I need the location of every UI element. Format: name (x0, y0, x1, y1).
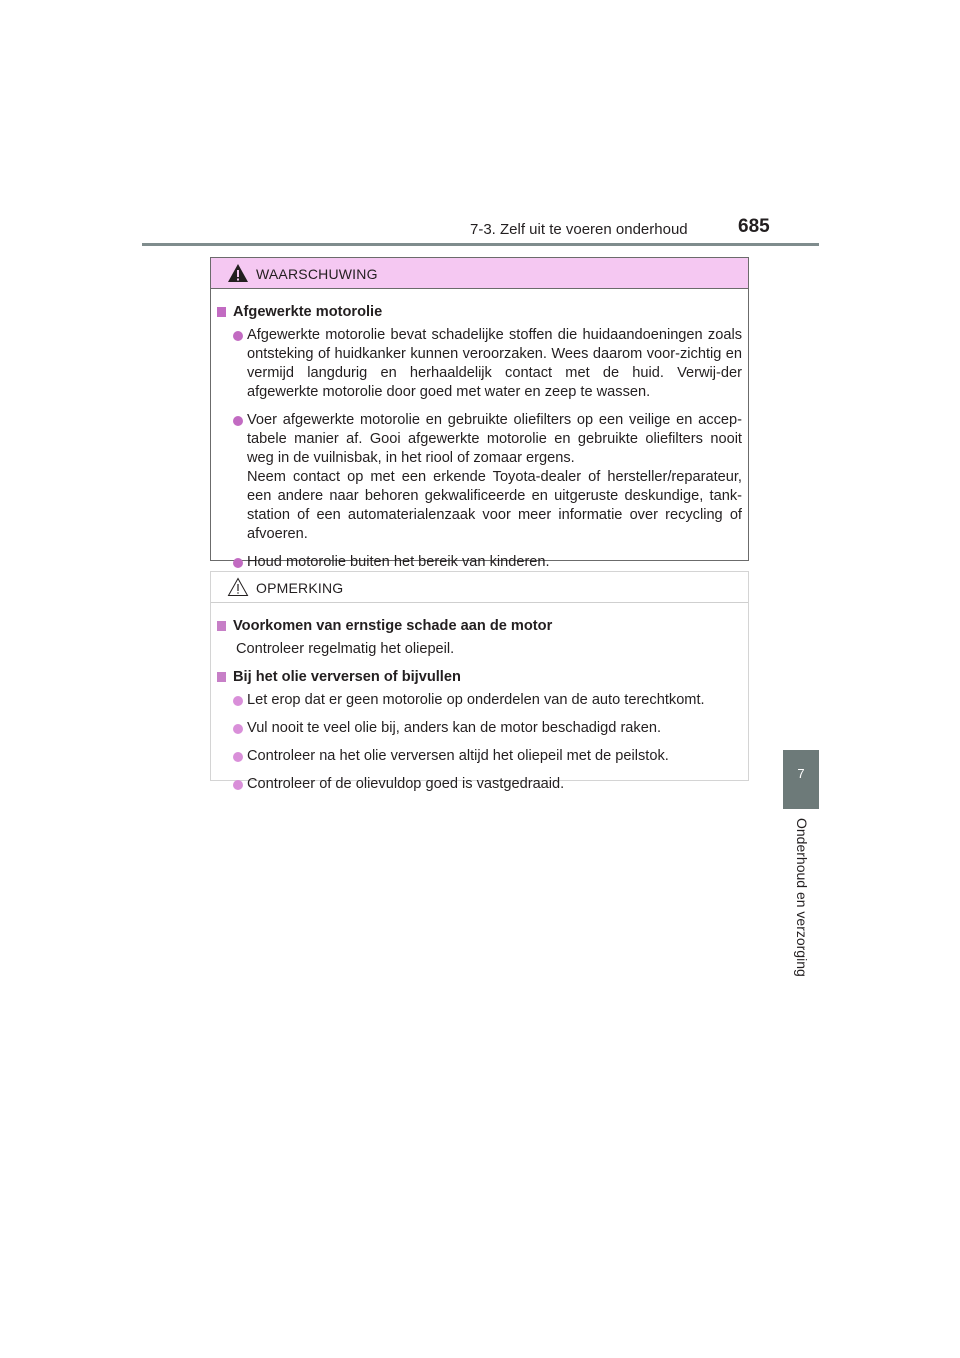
round-bullet-icon (233, 696, 243, 706)
warning-body (211, 289, 748, 572)
note-bullet (217, 775, 742, 794)
note-header (211, 572, 748, 603)
note-bullet (217, 719, 742, 738)
page-number: 685 (738, 216, 770, 237)
note-bullet-text: Vul nooit te veel olie bij, anders kan de motor beschadigd raken. (247, 720, 662, 736)
note-box (210, 571, 749, 792)
warning-bullet-text: Voer afgewerkte motorolie en gebruikte oliefilters op een veilige en accep-tabele manier af. Gooi afgewerkte motorolie en gebruikte oliefilters nooit weg in de vuilnisbak, in het riool of zomaar ergens. (247, 412, 742, 466)
warning-box (210, 257, 749, 570)
note-heading (217, 617, 742, 636)
note-heading (217, 668, 742, 687)
chapter-number: 7 (797, 766, 805, 781)
square-bullet-icon (217, 307, 226, 317)
warning-bullet-text: Houd motorolie buiten het bereik van kinderen. (247, 554, 550, 570)
warning-heading-text: Afgewerkte motorolie (233, 304, 383, 320)
chapter-title: Onderhoud en verzorging (794, 818, 810, 977)
round-bullet-icon (233, 724, 243, 734)
note-heading-text: Bij het olie verversen of bijvullen (233, 669, 461, 685)
note-label: OPMERKING (256, 580, 344, 596)
note-text: Controleer regelmatig het oliepeil. (236, 641, 455, 657)
square-bullet-icon (217, 621, 226, 631)
chapter-tab (783, 750, 819, 809)
note-body (211, 603, 748, 794)
round-bullet-icon (233, 416, 243, 426)
square-bullet-icon (217, 672, 226, 682)
note-bullet (217, 691, 742, 710)
warning-bullet (217, 553, 742, 572)
section-title: 7-3. Zelf uit te voeren onderhoud (470, 221, 688, 238)
warning-bullet-text: Afgewerkte motorolie bevat schadelijke stoffen die huidaandoeningen zoals ontsteking of huidkanker kunnen veroorzaken. Wees daarom voor-zichtig en vermijd langdurig en herhaaldelijk contact met de huid. Verwij-der afgewerkte motorolie door goed met water en zeep te wassen. (247, 327, 742, 400)
note-bullet-text: Controleer of de olievuldop goed is vastgedraaid. (247, 776, 565, 792)
round-bullet-icon (233, 558, 243, 568)
caution-triangle-outline-icon (227, 577, 249, 597)
warning-triangle-icon (227, 263, 249, 283)
warning-label: WAARSCHUWING (256, 266, 378, 282)
note-heading-text: Voorkomen van ernstige schade aan de motor (233, 618, 553, 634)
warning-heading (217, 303, 742, 322)
warning-bullet (217, 326, 742, 402)
round-bullet-icon (233, 780, 243, 790)
warning-bullet (217, 411, 742, 544)
header-rule (142, 243, 819, 246)
note-bullet (217, 747, 742, 766)
note-bullet-text: Controleer na het olie verversen altijd het oliepeil met de peilstok. (247, 748, 669, 764)
warning-bullet-continuation: Neem contact op met een erkende Toyota-dealer of hersteller/reparateur, een andere naar behoren gekwalificeerde en uitgeruste deskundige, tank-station of een automaterialenzaak voor meer informatie over recycling of afvoeren. (247, 469, 742, 542)
note-bullet-text: Let erop dat er geen motorolie op onderdelen van de auto terechtkomt. (247, 692, 705, 708)
round-bullet-icon (233, 752, 243, 762)
warning-header (211, 258, 748, 289)
round-bullet-icon (233, 331, 243, 341)
